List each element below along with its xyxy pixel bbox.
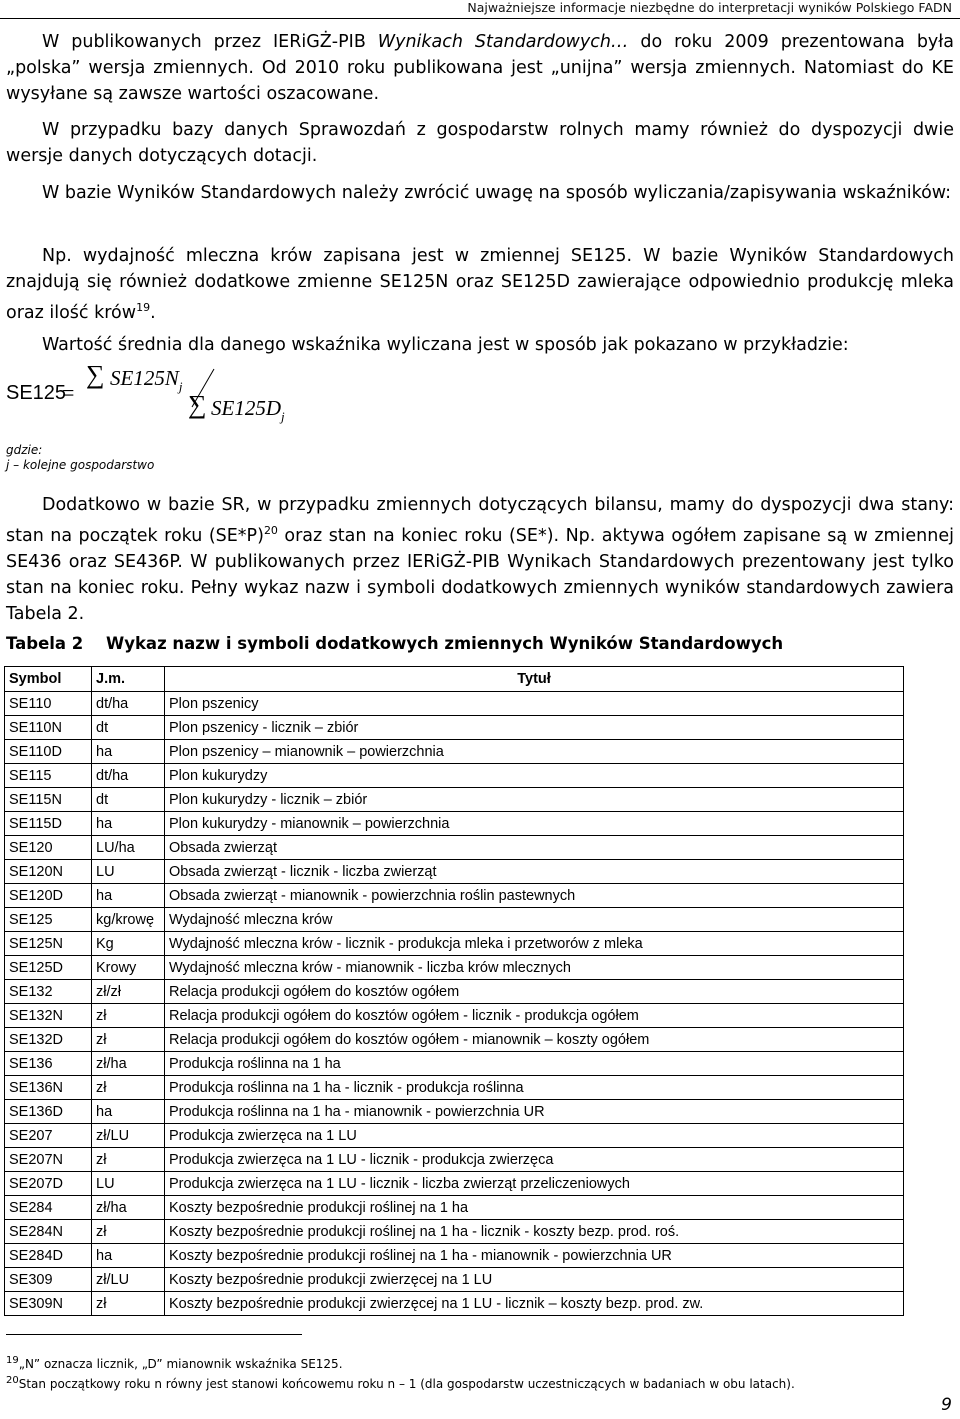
cell-title: Obsada zwierząt - mianownik - powierzchnia roślin pastewnych (165, 884, 904, 908)
table-row (5, 908, 904, 932)
cell-unit: dt (92, 716, 165, 740)
cell-title: Produkcja zwierzęca na 1 LU - licznik - liczba zwierząt przeliczeniowych (165, 1172, 904, 1196)
footnote-divider (6, 1334, 302, 1335)
cell-unit: Kg (92, 932, 165, 956)
cell-unit: ha (92, 1100, 165, 1124)
formula-equals: = (62, 380, 75, 405)
cell-unit: dt/ha (92, 692, 165, 716)
table-row (5, 1052, 904, 1076)
table-row (5, 884, 904, 908)
paragraph-balance (6, 492, 954, 627)
cell-unit: zł/ha (92, 1196, 165, 1220)
cell-title: Plon pszenicy (165, 692, 904, 716)
cell-title: Produkcja zwierzęca na 1 LU - licznik - produkcja zwierzęca (165, 1148, 904, 1172)
table-caption-title: Wykaz nazw i symboli dodatkowych zmiennych Wyników Standardowych (106, 634, 784, 653)
cell-title: Produkcja roślinna na 1 ha - mianownik - powierzchnia UR (165, 1100, 904, 1124)
p6-text-a: Dodatkowo w bazie SR, w przypadku zmiennych dotyczących bilansu, mamy do dyspozycji dwa stany: stan na początek roku (SE*P) (6, 495, 954, 546)
table-row (5, 740, 904, 764)
cell-unit: zł/ha (92, 1052, 165, 1076)
header-title: Tytuł (165, 667, 904, 692)
variables-table (4, 666, 904, 1316)
where-description: j – kolejne gospodarstwo (6, 458, 155, 472)
table-row (5, 1124, 904, 1148)
table-row (5, 980, 904, 1004)
cell-title: Plon kukurydzy (165, 764, 904, 788)
cell-unit: zł (92, 1076, 165, 1100)
cell-unit: LU (92, 860, 165, 884)
cell-symbol: SE136N (5, 1076, 92, 1100)
running-header: Najważniejsze informacje niezbędne do interpretacji wyników Polskiego FADN (467, 0, 952, 15)
cell-title: Plon pszenicy – mianownik – powierzchnia (165, 740, 904, 764)
cell-symbol: SE309 (5, 1268, 92, 1292)
cell-unit: ha (92, 740, 165, 764)
table-row (5, 932, 904, 956)
cell-unit: kg/krowę (92, 908, 165, 932)
cell-unit: zł/zł (92, 980, 165, 1004)
footnote-20 (6, 1375, 795, 1391)
cell-symbol: SE125 (5, 908, 92, 932)
footnote-ref-19: 19 (136, 301, 151, 314)
cell-symbol: SE136D (5, 1100, 92, 1124)
cell-title: Plon pszenicy - licznik – zbiór (165, 716, 904, 740)
table-row (5, 956, 904, 980)
formula-denominator (211, 396, 285, 424)
footnote-19-text: „N” oznacza licznik, „D” mianownik wskaźnika SE125. (18, 1357, 343, 1371)
table-row (5, 764, 904, 788)
cell-symbol: SE309N (5, 1292, 92, 1316)
table-row (5, 836, 904, 860)
table-row (5, 1028, 904, 1052)
p4-end: . (150, 302, 156, 323)
header-divider (0, 18, 960, 19)
cell-title: Wydajność mleczna krów (165, 908, 904, 932)
paragraph-average: Wartość średnia dla danego wskaźnika wyliczana jest w sposób jak pokazano w przykładzie: (42, 335, 849, 355)
cell-title: Koszty bezpośrednie produkcji zwierzęcej na 1 LU (165, 1268, 904, 1292)
cell-unit: zł (92, 1220, 165, 1244)
cell-title: Wydajność mleczna krów - licznik - produkcja mleka i przetworów z mleka (165, 932, 904, 956)
p1-text-b: do roku 2009 prezentowana była „polska” wersja zmiennych. Od 2010 roku publikowana jest „unijna” wersja zmiennych. Natomiast do KE wysyłane są zawsze wartości oszacowane. (6, 32, 954, 104)
cell-symbol: SE284 (5, 1196, 92, 1220)
table-row (5, 1196, 904, 1220)
table-row (5, 716, 904, 740)
header-unit: J.m. (92, 667, 165, 692)
cell-title: Obsada zwierząt - licznik - liczba zwierząt (165, 860, 904, 884)
cell-title: Koszty bezpośrednie produkcji roślinej na 1 ha - licznik - koszty bezp. prod. roś. (165, 1220, 904, 1244)
cell-unit: ha (92, 884, 165, 908)
cell-title: Produkcja roślinna na 1 ha - licznik - produkcja roślinna (165, 1076, 904, 1100)
cell-symbol: SE110N (5, 716, 92, 740)
cell-symbol: SE132D (5, 1028, 92, 1052)
cell-symbol: SE120 (5, 836, 92, 860)
footnote-ref-20: 20 (263, 524, 278, 537)
cell-unit: dt/ha (92, 764, 165, 788)
paragraph-versions (6, 29, 954, 107)
cell-unit: LU (92, 1172, 165, 1196)
p6-text-b: oraz stan na koniec roku (SE*). Np. aktywa ogółem zapisane są w zmiennej SE436 oraz SE436P. W publikowanych przez IERiGŻ-PIB Wynikach Standardowych prezentowany jest tylko stan na koniec roku. Pełny wykaz nazw i symboli dodatkowych zmiennych wyników standardowych zawiera Tabela 2. (6, 525, 954, 624)
cell-symbol: SE110 (5, 692, 92, 716)
cell-title: Koszty bezpośrednie produkcji zwierzęcej na 1 LU - licznik – koszty bezp. prod. zw. (165, 1292, 904, 1316)
cell-unit: zł (92, 1292, 165, 1316)
paragraph-subsidies: W przypadku bazy danych Sprawozdań z gospodarstw rolnych mamy również do dyspozycji dwie wersje danych dotyczących dotacji. (6, 120, 954, 166)
cell-unit: ha (92, 1244, 165, 1268)
cell-unit: zł (92, 1148, 165, 1172)
where-label: gdzie: (6, 443, 43, 457)
formula-se125 (6, 360, 285, 436)
footnote-20-number: 20 (6, 1375, 19, 1386)
table-header-row (5, 667, 904, 692)
table-row (5, 788, 904, 812)
cell-symbol: SE110D (5, 740, 92, 764)
cell-symbol: SE136 (5, 1052, 92, 1076)
cell-symbol: SE115 (5, 764, 92, 788)
cell-symbol: SE284D (5, 1244, 92, 1268)
cell-symbol: SE125D (5, 956, 92, 980)
formula-lhs: SE125 (6, 382, 67, 404)
p1-text-a: W publikowanych przez IERiGŻ-PIB (42, 32, 378, 52)
cell-symbol: SE284N (5, 1220, 92, 1244)
cell-title: Relacja produkcji ogółem do kosztów ogółem - mianownik – koszty ogółem (165, 1028, 904, 1052)
table-row (5, 1148, 904, 1172)
table-row (5, 1100, 904, 1124)
cell-symbol: SE120D (5, 884, 92, 908)
cell-title: Wydajność mleczna krów - mianownik - liczba krów mlecznych (165, 956, 904, 980)
cell-title: Produkcja roślinna na 1 ha (165, 1052, 904, 1076)
cell-title: Koszty bezpośrednie produkcji roślinej na 1 ha - mianownik - powierzchnia UR (165, 1244, 904, 1268)
p1-text-italic: Wynikach Standardowych… (377, 32, 629, 52)
footnote-19-number: 19 (6, 1355, 19, 1366)
cell-symbol: SE132N (5, 1004, 92, 1028)
cell-symbol: SE115D (5, 812, 92, 836)
cell-symbol: SE207 (5, 1124, 92, 1148)
cell-unit: ha (92, 812, 165, 836)
p4-text: Np. wydajność mleczna krów zapisana jest w zmiennej SE125. W bazie Wyników Standardowych znajdują się również dodatkowe zmienne SE125N oraz SE125D zawierające odpowiednio produkcję mleka oraz ilość krów (6, 246, 954, 323)
cell-title: Relacja produkcji ogółem do kosztów ogółem - licznik - produkcja ogółem (165, 1004, 904, 1028)
cell-unit: LU/ha (92, 836, 165, 860)
numerator-text: SE125N (110, 366, 179, 390)
header-symbol: Symbol (5, 667, 92, 692)
cell-symbol: SE132 (5, 980, 92, 1004)
cell-symbol: SE120N (5, 860, 92, 884)
cell-symbol: SE207N (5, 1148, 92, 1172)
numerator-subscript: j (178, 379, 183, 394)
table-row (5, 1076, 904, 1100)
cell-title: Plon kukurydzy - licznik – zbiór (165, 788, 904, 812)
page-number: 9 (941, 1395, 952, 1415)
table-row (5, 692, 904, 716)
paragraph-example (6, 243, 954, 326)
paragraph-indicators: W bazie Wyników Standardowych należy zwrócić uwagę na sposób wyliczania/zapisywania wskaźników: (42, 183, 952, 203)
cell-unit: Krowy (92, 956, 165, 980)
formula-numerator (110, 366, 183, 394)
cell-symbol: SE115N (5, 788, 92, 812)
table-row (5, 1220, 904, 1244)
denominator-subscript: j (281, 409, 285, 424)
table-row (5, 1244, 904, 1268)
table-row (5, 1292, 904, 1316)
cell-title: Plon kukurydzy - mianownik – powierzchnia (165, 812, 904, 836)
cell-unit: zł (92, 1004, 165, 1028)
cell-title: Obsada zwierząt (165, 836, 904, 860)
table-caption-label: Tabela 2 (6, 634, 84, 653)
cell-symbol: SE125N (5, 932, 92, 956)
table-row (5, 1268, 904, 1292)
sum-icon: ∑ (86, 360, 105, 389)
cell-unit: zł (92, 1028, 165, 1052)
table-row (5, 1172, 904, 1196)
cell-symbol: SE207D (5, 1172, 92, 1196)
denominator-text: SE125D (211, 396, 281, 420)
cell-title: Relacja produkcji ogółem do kosztów ogółem (165, 980, 904, 1004)
footnote-19 (6, 1355, 343, 1371)
sum-icon-denominator: ∑ (188, 390, 207, 419)
cell-unit: dt (92, 788, 165, 812)
table-row (5, 860, 904, 884)
footnote-20-text: Stan początkowy roku n równy jest stanowi końcowemu roku n – 1 (dla gospodarstw uczestniczących w badaniach w obu latach). (18, 1377, 795, 1391)
cell-unit: zł/LU (92, 1124, 165, 1148)
cell-title: Koszty bezpośrednie produkcji roślinej na 1 ha (165, 1196, 904, 1220)
cell-unit: zł/LU (92, 1268, 165, 1292)
table-row (5, 1004, 904, 1028)
table-row (5, 812, 904, 836)
cell-title: Produkcja zwierzęca na 1 LU (165, 1124, 904, 1148)
